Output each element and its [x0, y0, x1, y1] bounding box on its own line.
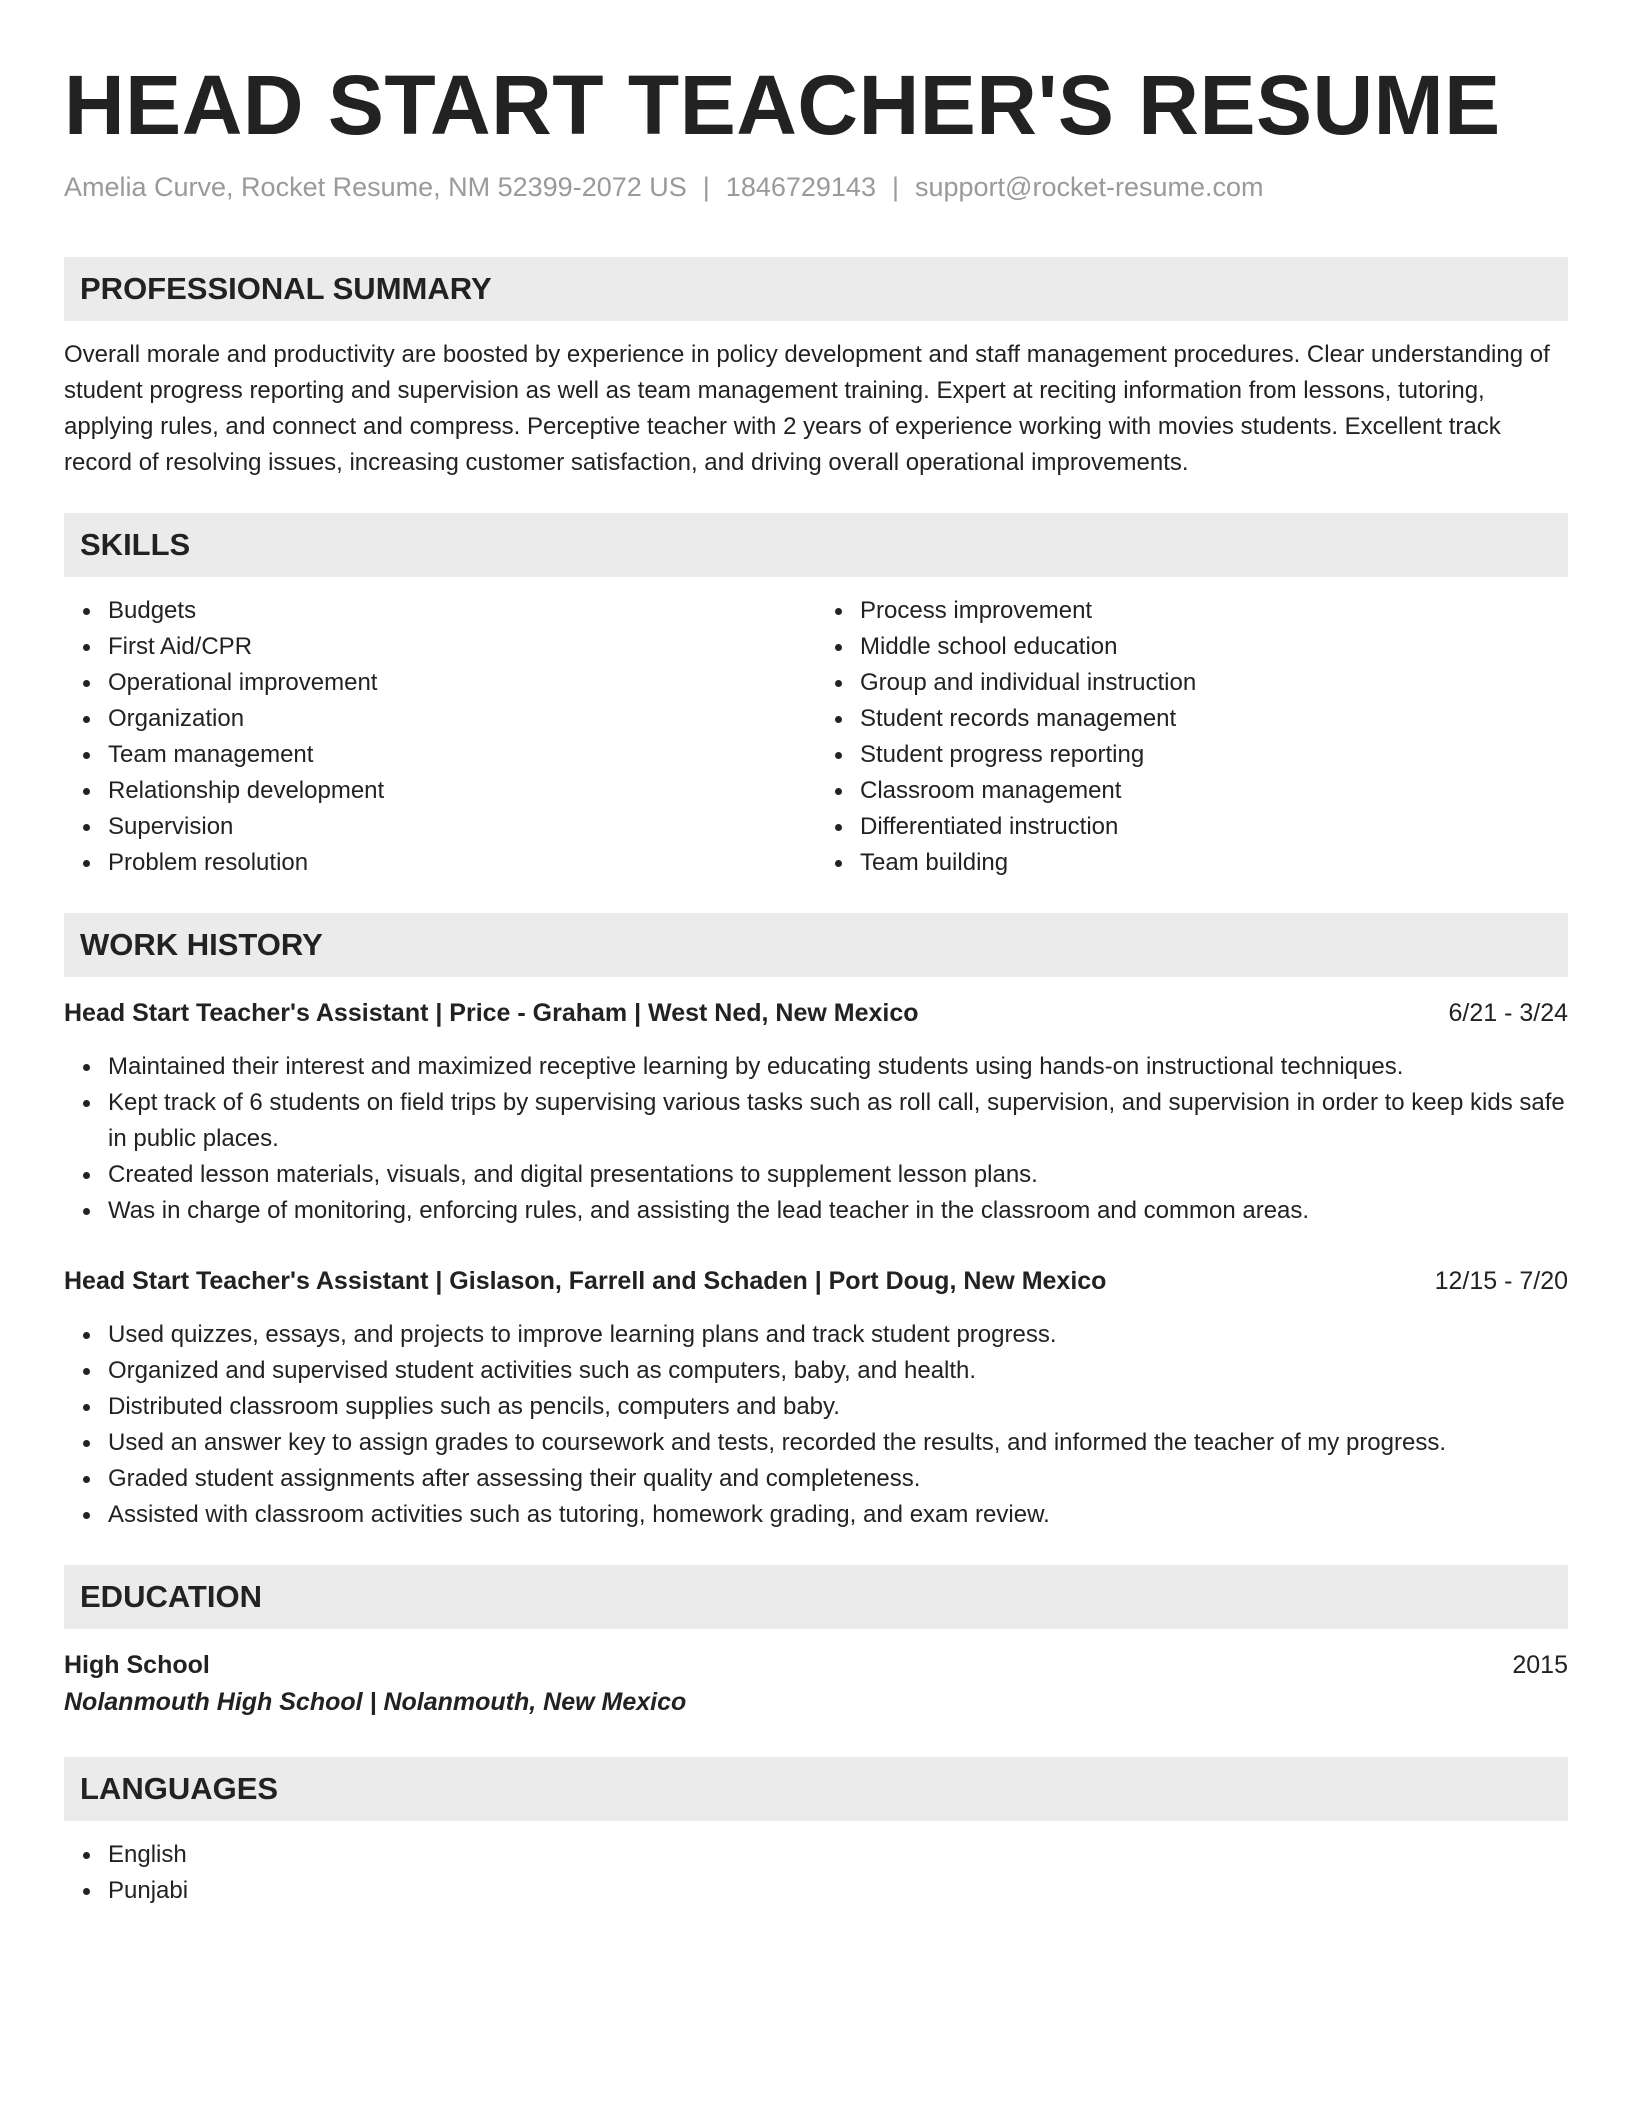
skill-item: Middle school education: [860, 629, 1568, 665]
job-entry: [64, 1263, 1568, 1533]
job-entry: [64, 995, 1568, 1229]
skills-column-left: [64, 593, 816, 881]
languages-heading: LANGUAGES: [64, 1757, 1568, 1821]
job-duty-item: Kept track of 6 students on field trips by supervising various tasks such as roll call, supervision, and supervision in order to keep kids safe in public places.: [108, 1085, 1568, 1157]
resume-title: HEAD START TEACHER'S RESUME: [64, 58, 1501, 152]
skills-columns: [64, 593, 1568, 881]
languages-list: [64, 1837, 1568, 1909]
job-duty-item: Graded student assignments after assessing their quality and completeness.: [108, 1461, 1568, 1497]
contact-separator: |: [891, 172, 899, 202]
skill-item: Student progress reporting: [860, 737, 1568, 773]
job-duties: [64, 1049, 1568, 1229]
skill-item: Operational improvement: [108, 665, 816, 701]
skill-item: Team management: [108, 737, 816, 773]
skills-column-right: [816, 593, 1568, 881]
education-heading: EDUCATION: [64, 1565, 1568, 1629]
job-title: Head Start Teacher's Assistant | Gislason, Farrell and Schaden | Port Doug, New Mexico: [64, 1267, 1107, 1295]
work-history-heading: WORK HISTORY: [64, 913, 1568, 977]
skill-item: Organization: [108, 701, 816, 737]
language-item: English: [108, 1837, 1568, 1873]
skills-section: [64, 513, 1568, 881]
contact-email: support@rocket-resume.com: [914, 172, 1264, 202]
job-duty-item: Created lesson materials, visuals, and digital presentations to supplement lesson plans.: [108, 1157, 1568, 1193]
skills-heading: SKILLS: [64, 513, 1568, 577]
job-duty-item: Used an answer key to assign grades to coursework and tests, recorded the results, and informed the teacher of my progress.: [108, 1425, 1568, 1461]
summary-section: [64, 257, 1568, 481]
skill-item: Classroom management: [860, 773, 1568, 809]
job-duty-item: Maintained their interest and maximized receptive learning by educating students using hands-on instructional techniques.: [108, 1049, 1568, 1085]
education-header: [64, 1647, 1568, 1683]
skill-item: Differentiated instruction: [860, 809, 1568, 845]
skill-item: Team building: [860, 845, 1568, 881]
contact-line: [64, 169, 1568, 205]
education-section: [64, 1565, 1568, 1721]
job-duty-item: Was in charge of monitoring, enforcing rules, and assisting the lead teacher in the classroom and common areas.: [108, 1193, 1568, 1229]
skill-item: Relationship development: [108, 773, 816, 809]
work-history-section: [64, 913, 1568, 1533]
job-title: Head Start Teacher's Assistant | Price - Graham | West Ned, New Mexico: [64, 999, 919, 1027]
education-school: Nolanmouth High School | Nolanmouth, New Mexico: [64, 1688, 687, 1716]
job-header: [64, 1263, 1568, 1299]
education-year: 2015: [1512, 1651, 1568, 1679]
job-duty-item: Assisted with classroom activities such as tutoring, homework grading, and exam review.: [108, 1497, 1568, 1533]
skills-list-left: [64, 593, 816, 881]
skill-item: Process improvement: [860, 593, 1568, 629]
education-degree: High School: [64, 1651, 210, 1679]
contact-phone: 1846729143: [725, 172, 876, 202]
skill-item: Supervision: [108, 809, 816, 845]
skill-item: Problem resolution: [108, 845, 816, 881]
job-duty-item: Distributed classroom supplies such as pencils, computers and baby.: [108, 1389, 1568, 1425]
language-item: Punjabi: [108, 1873, 1568, 1909]
contact-address: Amelia Curve, Rocket Resume, NM 52399-2072 US: [64, 172, 687, 202]
job-header: [64, 995, 1568, 1031]
summary-heading: PROFESSIONAL SUMMARY: [64, 257, 1568, 321]
job-duty-item: Organized and supervised student activities such as computers, baby, and health.: [108, 1353, 1568, 1389]
skill-item: Group and individual instruction: [860, 665, 1568, 701]
job-duty-item: Used quizzes, essays, and projects to improve learning plans and track student progress.: [108, 1317, 1568, 1353]
job-duties: [64, 1317, 1568, 1533]
skill-item: Student records management: [860, 701, 1568, 737]
skill-item: First Aid/CPR: [108, 629, 816, 665]
job-dates: 12/15 - 7/20: [1434, 1267, 1568, 1295]
summary-text: Overall morale and productivity are boosted by experience in policy development and staff management procedures. Clear understanding of student progress reporting and supervision as well as team management training. Expert at reciting information from lessons, tutoring, applying rules, and connect and compress. Perceptive teacher with 2 years of experience working with movies students. Excellent track record of resolving issues, increasing customer satisfaction, and driving overall operational improvements.: [64, 341, 1550, 476]
skill-item: Budgets: [108, 593, 816, 629]
languages-section: [64, 1757, 1568, 1909]
contact-separator: |: [702, 172, 710, 202]
job-dates: 6/21 - 3/24: [1448, 999, 1568, 1027]
skills-list-right: [816, 593, 1568, 881]
